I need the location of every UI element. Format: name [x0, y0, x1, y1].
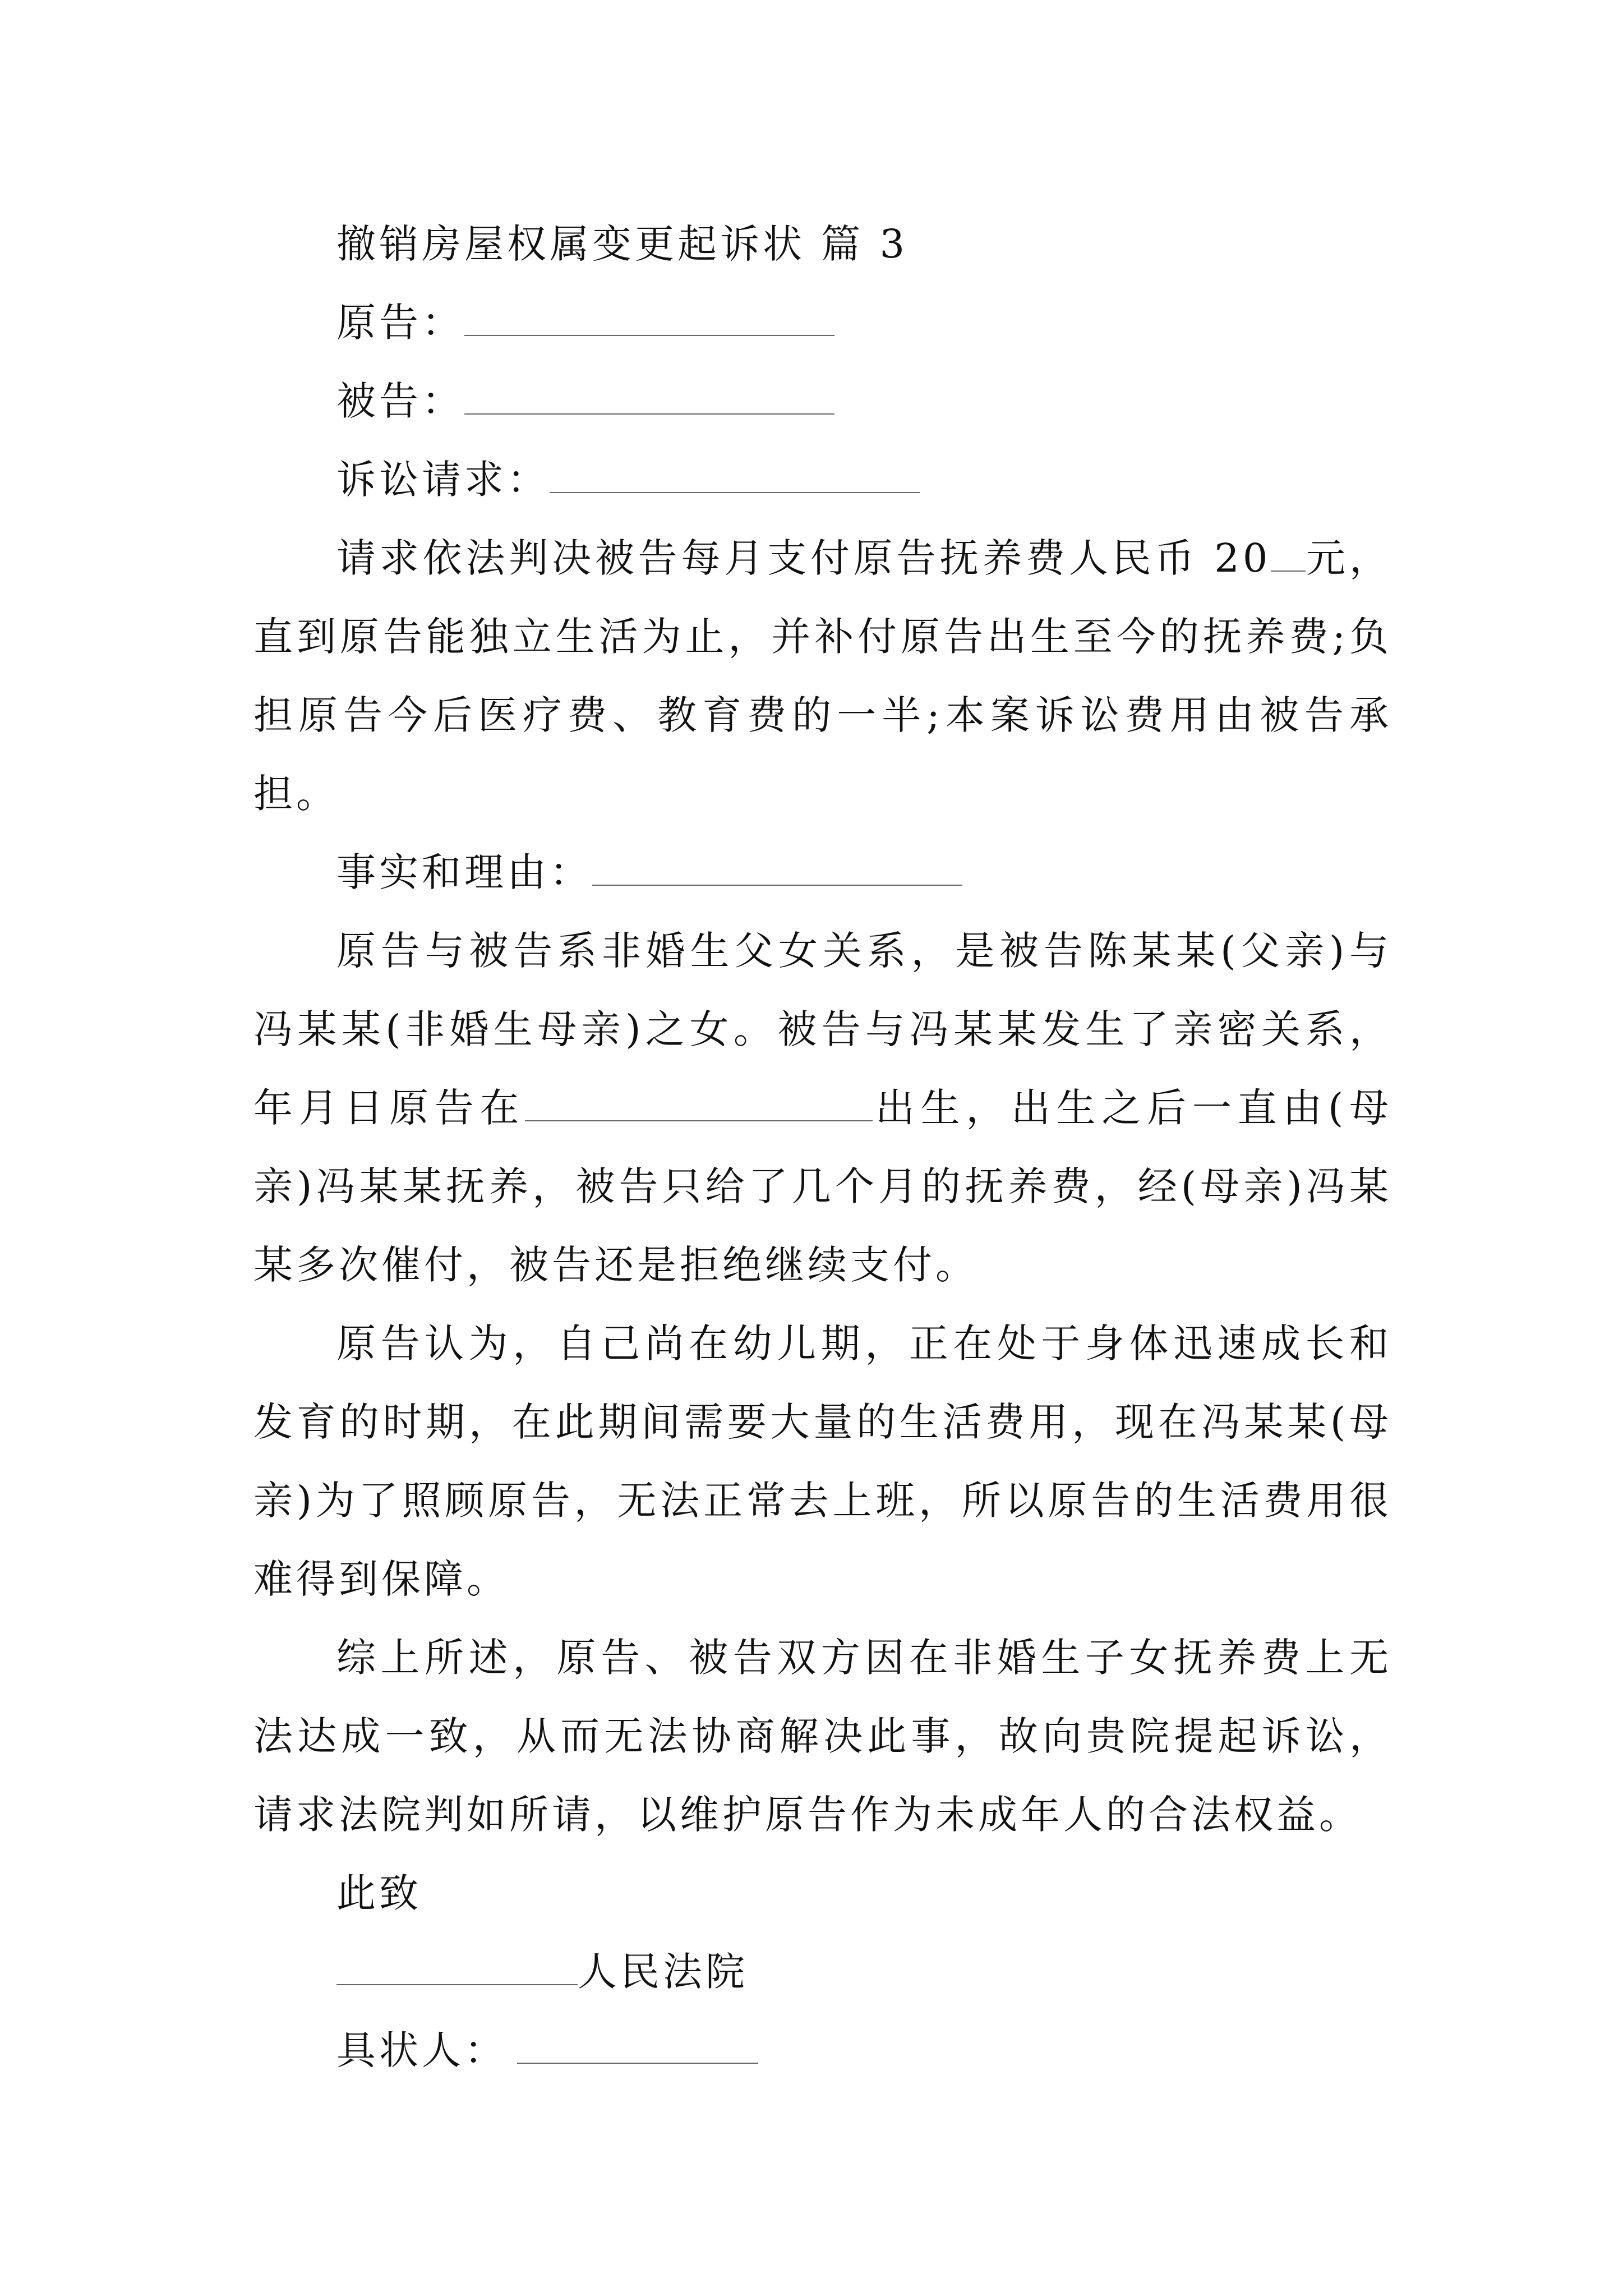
facts-text-2: 出生，出生之后一直由(母亲)冯某某抚养，被告只给了几个月的抚养费，经(母亲)冯某某多次催付，被告还是拒绝继续支付。 — [253, 1085, 1393, 1288]
defendant-label: 被告： — [336, 378, 464, 424]
facts-line — [253, 833, 1392, 912]
defendant-line — [253, 362, 1392, 440]
defendant-blank — [464, 379, 834, 415]
plaintiff-blank — [464, 300, 834, 336]
plaintiff-label: 原告： — [336, 300, 464, 346]
claims-line — [253, 440, 1392, 519]
document-title — [253, 205, 1392, 283]
court-suffix: 人民法院 — [578, 1949, 748, 1995]
amount-blank — [1271, 536, 1306, 572]
conclusion-text: 综上所述，原告、被告双方因在非婚生子女抚养费上无法达成一致，从而无法协商解决此事，故向贵院提起诉讼，请求法院判如所请，以维护原告作为未成年人的合法权益。 — [253, 1635, 1392, 1838]
court-line — [253, 1932, 1392, 2011]
closing-text: 此致 — [336, 1870, 422, 1916]
court-blank — [336, 1949, 578, 1985]
facts-blank — [592, 850, 962, 886]
reason-text: 原告认为，自己尚在幼儿期，正在处于身体迅速成长和发育的时期，在此期间需要大量的生活费用，现在冯某某(母亲)为了照顾原告，无法正常去上班，所以原告的生活费用很难得到保障。 — [253, 1320, 1392, 1602]
claims-text-2: 元，直到原告能独立生活为止，并补付原告出生至今的抚养费;负担原告今后医疗费、教育费的一半;本案诉讼费用由被告承担。 — [253, 535, 1392, 817]
claims-label: 诉讼请求： — [336, 457, 550, 503]
claims-paragraph — [253, 519, 1392, 833]
reason-paragraph — [253, 1304, 1392, 1618]
claims-blank — [550, 457, 920, 493]
signer-blank — [517, 2028, 758, 2064]
document-body — [253, 205, 1392, 2090]
claims-text-1: 请求依法判决被告每月支付原告抚养费人民币 20 — [336, 535, 1271, 581]
facts-paragraph — [253, 912, 1392, 1304]
facts-text-1: 原告与被告系非婚生父女关系，是被告陈某某(父亲)与冯某某(非婚生母亲)之女。被告与冯某某发生了亲密关系，年月日原告在 — [253, 928, 1392, 1131]
signer-label: 具状人： — [336, 2027, 507, 2073]
plaintiff-line — [253, 283, 1392, 362]
signer-line — [253, 2011, 1392, 2090]
conclusion-paragraph — [253, 1618, 1392, 1854]
closing-line — [253, 1854, 1392, 1932]
facts-label: 事实和理由： — [336, 849, 592, 895]
title-text: 撤销房屋权属变更起诉状 篇 3 — [336, 221, 909, 267]
birthplace-blank — [525, 1085, 873, 1121]
